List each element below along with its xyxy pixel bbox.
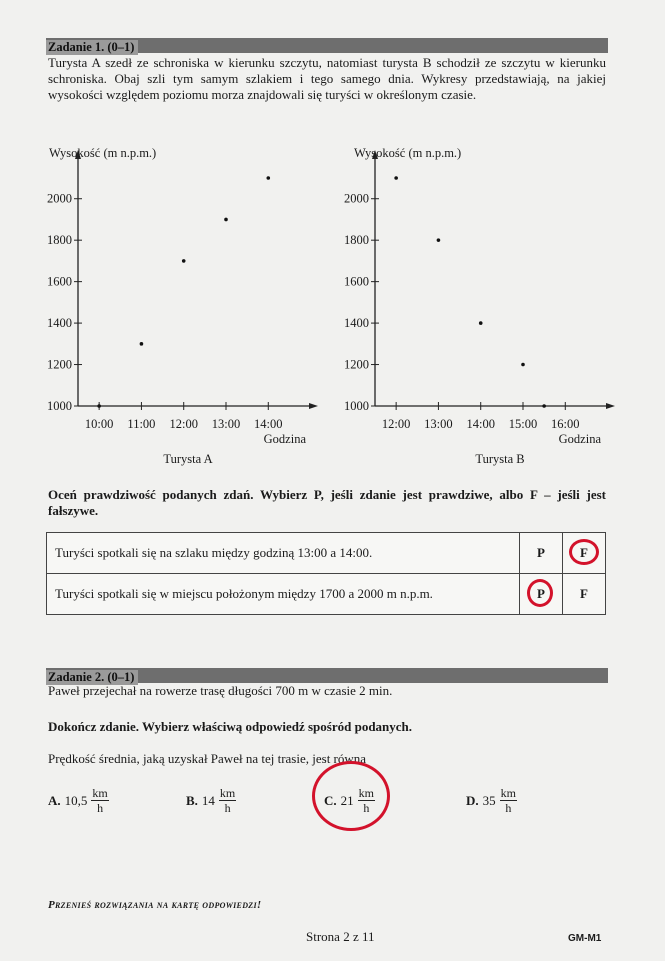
data-point [97, 404, 101, 408]
y-tick-label: 1400 [47, 316, 72, 331]
y-tick-label: 1800 [47, 233, 72, 248]
chart-turysta-a [30, 140, 320, 470]
answer-a[interactable] [48, 786, 109, 815]
task2-instruction: Dokończ zdanie. Wybierz właściwą odpowiedź spośród podanych. [48, 719, 413, 734]
unit-denominator: h [363, 801, 370, 815]
option-f-2[interactable] [563, 574, 606, 615]
y-tick-label: 1600 [344, 274, 369, 289]
answer-d-letter: D. [466, 792, 479, 808]
task2-header-bar [46, 668, 608, 683]
x-tick-label: 16:00 [551, 417, 580, 431]
answer-c-value: 21 [340, 792, 354, 808]
option-f-2-label: F [580, 586, 588, 601]
y-tick-label: 2000 [344, 191, 369, 206]
x-axis-arrow [309, 403, 318, 409]
unit-denominator: h [505, 801, 512, 815]
x-tick-label: 10:00 [84, 417, 114, 431]
task2-intro: Paweł przejechał na rowerze trasę długości 700 m w czasie 2 min. [48, 683, 393, 698]
data-point [542, 404, 546, 408]
exam-code: GM-M1 [568, 933, 602, 944]
x-tick-label: 12:00 [381, 417, 411, 431]
x-axis-arrow [606, 403, 615, 409]
y-tick-label: 1200 [344, 357, 369, 372]
unit-numerator: km [358, 786, 374, 800]
data-point [140, 342, 144, 346]
statement-1: Turyści spotkali się na szlaku między godziną 13:00 a 14:00. [47, 533, 520, 574]
data-point [224, 218, 228, 222]
answer-c-letter: C. [324, 792, 337, 808]
statement-2: Turyści spotkali się w miejscu położonym między 1700 a 2000 m n.p.m. [47, 574, 520, 615]
y-tick-label: 1200 [47, 357, 72, 372]
table-row [47, 574, 606, 615]
answer-d[interactable] [466, 786, 517, 815]
chart-title: Turysta B [475, 452, 525, 466]
chart-turysta-b [340, 140, 640, 470]
true-false-table [46, 532, 606, 615]
data-point [182, 259, 186, 263]
answer-a-letter: A. [48, 792, 61, 808]
x-axis-label: Godzina [558, 432, 601, 446]
footer-note: Przenieś rozwiązania na kartę odpowiedzi! [48, 899, 262, 911]
data-point [437, 238, 441, 242]
data-point [479, 321, 483, 325]
task2-question: Prędkość średnia, jaką uzyskał Paweł na tej trasie, jest równa [48, 751, 367, 766]
unit-numerator: km [219, 786, 236, 800]
y-tick-label: 1400 [344, 316, 369, 331]
answer-b[interactable] [186, 786, 236, 815]
data-point [394, 176, 398, 180]
x-tick-label: 15:00 [508, 417, 538, 431]
answer-d-unit [500, 786, 517, 815]
answer-a-unit [91, 786, 108, 815]
data-point [266, 176, 270, 180]
x-tick-label: 11:00 [127, 417, 156, 431]
chart-b-svg [340, 140, 640, 470]
x-axis-label: Godzina [263, 432, 306, 446]
option-p-1-label: P [537, 545, 545, 560]
unit-numerator: km [500, 786, 516, 800]
y-tick-label: 1000 [47, 399, 72, 413]
y-tick-label: 1600 [47, 274, 72, 289]
task2-header: Zadanie 2. (0–1) [46, 670, 138, 685]
unit-denominator: h [224, 801, 231, 815]
x-tick-label: 13:00 [211, 417, 241, 431]
y-tick-label: 2000 [47, 191, 72, 206]
task1-instruction: Oceń prawdziwość podanych zdań. Wybierz P, jeśli zdanie jest prawdziwe, albo F – jeśli jest fałszywe. [48, 487, 606, 518]
option-f-1-label: F [580, 545, 588, 560]
option-p-1[interactable] [520, 533, 563, 574]
task1-header: Zadanie 1. (0–1) [46, 40, 138, 55]
answer-c[interactable] [324, 786, 375, 815]
page-number: Strona 2 z 11 [306, 929, 375, 944]
x-tick-label: 13:00 [424, 417, 453, 431]
data-point [521, 363, 525, 367]
option-f-1[interactable] [563, 533, 606, 574]
answer-a-value: 10,5 [64, 792, 88, 808]
answer-d-value: 35 [482, 792, 496, 808]
x-tick-label: 14:00 [466, 417, 495, 431]
chart-a-svg [30, 140, 320, 470]
y-axis-label: Wysokość (m n.p.m.) [354, 146, 462, 160]
chart-title: Turysta A [163, 452, 213, 466]
task1-intro: Turysta A szedł ze schroniska w kierunku szczytu, natomiast turysta B schodził ze szczytu w kierunku schroniska. Obaj szli tym samym szlakiem i tego samego dnia. Wykresy przedstawiają, na jakiej wysokości względem poziomu morza znajdowali się turyści w określonym czasie. [48, 55, 606, 102]
y-tick-label: 1000 [344, 399, 369, 413]
answer-b-unit [219, 786, 236, 815]
y-tick-label: 1800 [344, 233, 369, 248]
unit-numerator: km [92, 786, 108, 800]
table-row [47, 533, 606, 574]
x-tick-label: 14:00 [254, 417, 283, 431]
y-axis-label: Wysokość (m n.p.m.) [49, 146, 157, 160]
answer-c-unit [358, 786, 375, 815]
option-p-2-label: P [537, 586, 545, 601]
answer-b-value: 14 [201, 792, 215, 808]
x-tick-label: 12:00 [169, 417, 198, 431]
answer-b-letter: B. [186, 792, 198, 808]
unit-denominator: h [97, 801, 104, 815]
task1-header-bar [46, 38, 608, 53]
option-p-2[interactable] [520, 574, 563, 615]
